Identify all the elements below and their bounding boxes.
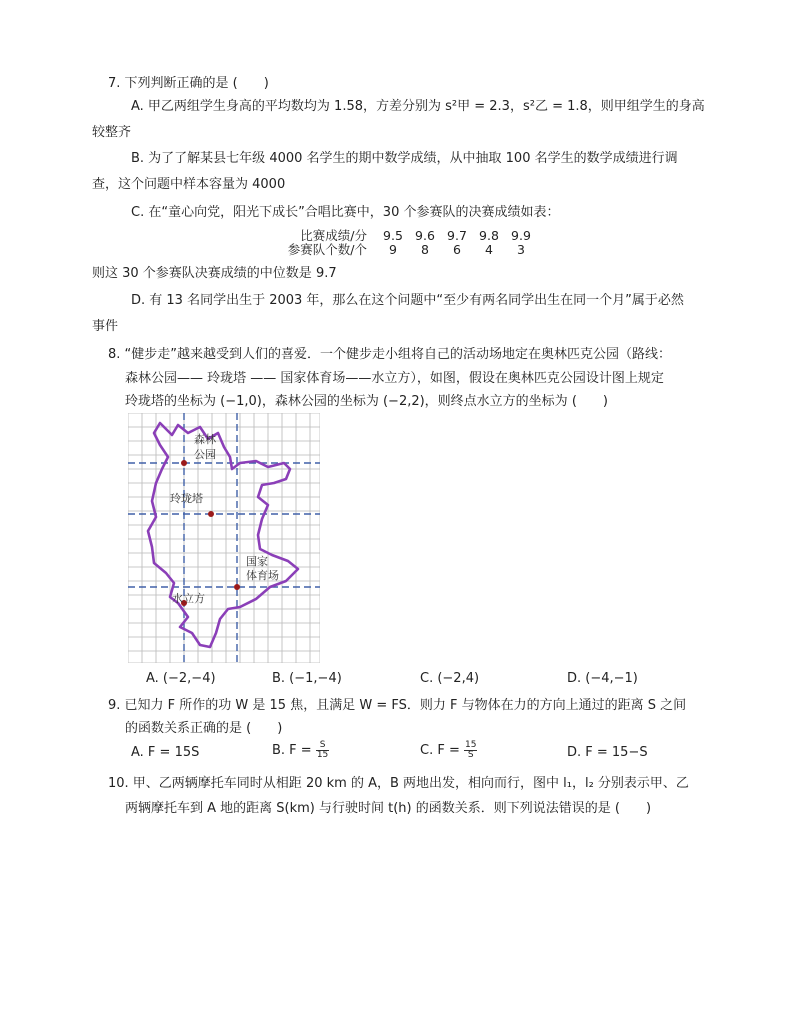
q7-option-d: D. 有 13 名同学出生于 2003 年，那么在这个问题中“至少有两名同学出生在同一个月”属于必然: [131, 293, 684, 308]
q7-option-b: B. 为了了解某县七年级 4000 名学生的期中数学成绩，从中抽取 100 名学生的数学成绩进行调: [131, 151, 678, 166]
q9-option-c: [420, 741, 477, 760]
q7-option-c-cont: 则这 30 个参赛队决赛成绩的中位数是 9.7: [92, 266, 337, 281]
tower-label: 玲珑塔: [170, 492, 203, 505]
q7-option-b-cont: 查，这个问题中样本容量为 4000: [92, 177, 286, 192]
q9-option-c-fraction: [464, 741, 477, 760]
q9-option-c-prefix: C. F =: [420, 743, 460, 758]
forest-park-point: [181, 460, 187, 466]
q8-stem-line3: 玲珑塔的坐标为 (−1,0)，森林公园的坐标为 (−2,2)，则终点水立方的坐标为 ( ): [125, 394, 608, 409]
q9-option-d: D. F = 15−S: [567, 745, 648, 760]
q7-option-d-cont: 事件: [92, 319, 119, 334]
q8-option-c: C. (−2,4): [420, 671, 480, 686]
count-cell: 3: [517, 242, 525, 257]
q9-option-b-prefix: B. F =: [272, 743, 312, 758]
q7-stem: 7. 下列判断正确的是 ( ): [108, 76, 269, 91]
q8-option-a: A. (−2,−4): [146, 671, 216, 686]
tower-point: [208, 511, 214, 517]
count-cell: 6: [453, 242, 461, 257]
score-row: [275, 229, 537, 243]
stadium-label-2: 体育场: [246, 569, 279, 582]
q9-option-a: A. F = 15S: [131, 745, 200, 760]
q10-stem-line2: 两辆摩托车到 A 地的距离 S(km) 与行驶时间 t(h) 的函数关系．则下列说法错误的是 ( ): [125, 801, 652, 816]
count-cell: 4: [485, 242, 493, 257]
q10-stem-line1: 10. 甲、乙两辆摩托车同时从相距 20 km 的 A，B 两地出发，相向而行，图中 l₁，l₂ 分别表示甲、乙: [108, 776, 689, 791]
score-cell: 9.8: [479, 228, 499, 243]
score-cell: 9.6: [415, 228, 435, 243]
count-cell: 9: [389, 242, 397, 257]
q9-stem-line2: 的函数关系正确的是 ( ): [125, 721, 283, 736]
q7-option-a: A. 甲乙两组学生身高的平均数均为 1.58，方差分别为 s²甲 = 2.3，s²乙 = 1.8，则甲组学生的身高: [131, 99, 705, 114]
forest-park-label-1: 森林: [194, 433, 216, 446]
q8-stem-line1: 8. “健步走”越来越受到人们的喜爱．一个健步走小组将自己的活动场地定在奥林匹克公园（路线：: [108, 347, 672, 362]
q9-stem-line1: 9. 已知力 F 所作的功 W 是 15 焦，且满足 W = FS．则力 F 与物体在力的方向上通过的距离 S 之间: [108, 698, 687, 713]
score-cell: 9.9: [511, 228, 531, 243]
fraction-numerator: 15: [465, 740, 477, 750]
score-cell: 9.7: [447, 228, 467, 243]
q9-option-b: [272, 741, 329, 760]
count-cell: 8: [421, 242, 429, 257]
q7-option-a-cont: 较整齐: [92, 125, 132, 140]
fraction-denominator: 15: [316, 750, 329, 760]
park-map: [128, 413, 320, 663]
q9-option-b-fraction: [316, 741, 329, 760]
fraction-numerator: S: [316, 741, 329, 751]
stadium-point: [234, 584, 240, 590]
forest-park-label-2: 公园: [194, 448, 216, 461]
team-count-row: [275, 243, 537, 257]
score-table: [275, 229, 537, 257]
q8-stem-line2: 森林公园—— 玲珑塔 —— 国家体育场——水立方），如图，假设在奥林匹克公园设计图上规定: [125, 371, 664, 386]
score-cell: 9.5: [383, 228, 403, 243]
q8-option-b: B. (−1,−4): [272, 671, 342, 686]
score-header: 比赛成绩/分: [300, 228, 367, 243]
q8-option-d: D. (−4,−1): [567, 671, 638, 686]
team-count-header: 参赛队个数/个: [287, 242, 367, 257]
water-cube-label: 水立方: [172, 592, 205, 605]
fraction-denominator: S: [467, 750, 474, 760]
stadium-label-1: 国家: [246, 555, 268, 568]
q7-option-c: C. 在“童心向党，阳光下成长”合唱比赛中，30 个参赛队的决赛成绩如表：: [131, 205, 560, 220]
